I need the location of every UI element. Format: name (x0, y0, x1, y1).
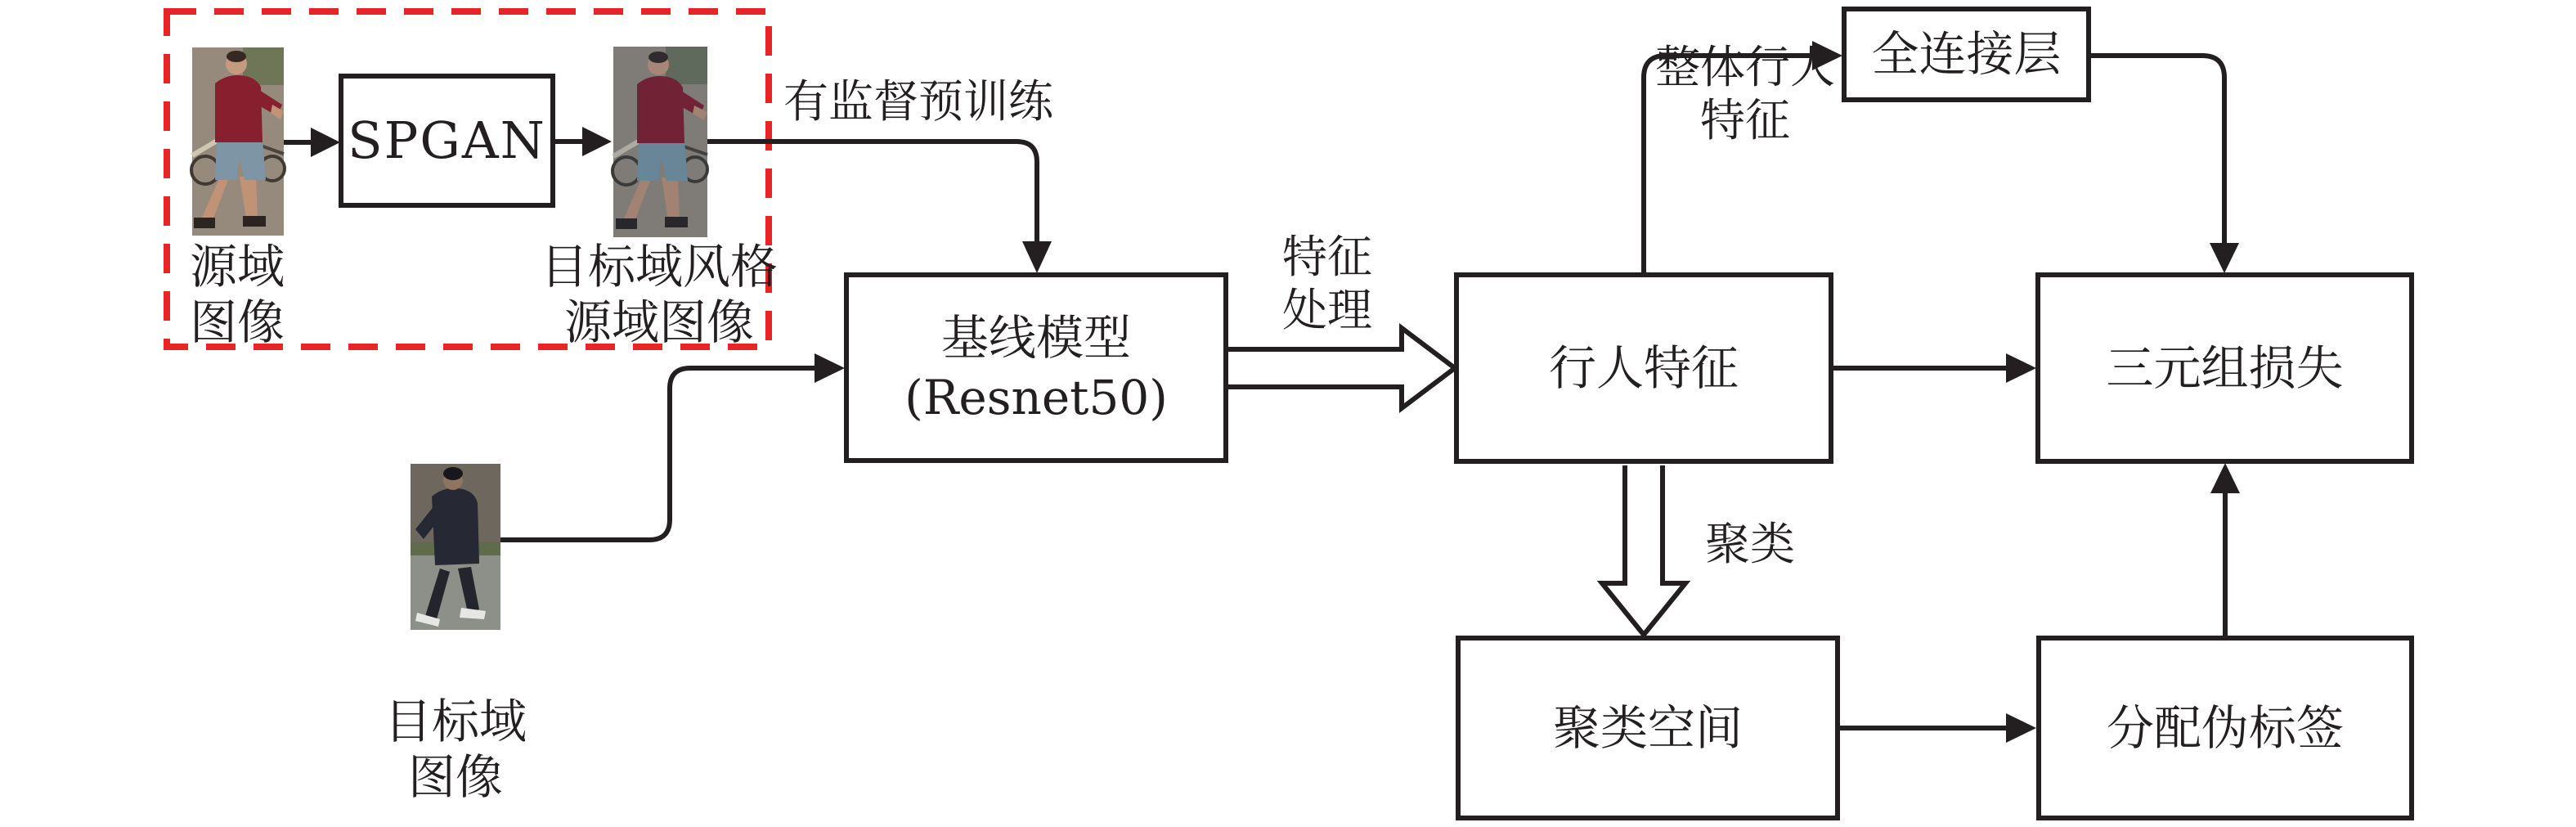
feature-processing-label (1258, 231, 1397, 337)
translated-person-image (613, 47, 707, 237)
translated-image-caption (523, 239, 795, 351)
source-person-image (191, 47, 285, 236)
arrow-pseudo-to-triplet (2210, 463, 2240, 636)
holistic-pedestrian-feature-label-line2: 特征 (1699, 93, 1790, 146)
baseline-model-label-line2: (Resnet50) (904, 369, 1168, 425)
hollow-arrow-feature-processing (1228, 328, 1455, 408)
pedestrian-feature-label: 行人特征 (1548, 339, 1739, 396)
pseudo-label-box (2036, 636, 2414, 820)
pedestrian-feature-box (1454, 272, 1833, 464)
feature-processing-label-line1: 特征 (1281, 231, 1372, 283)
arrow-fc-to-triplet (2091, 56, 2239, 273)
arrow-spgan-to-translated (555, 127, 612, 156)
target-image-caption-line1: 目标域 (384, 694, 527, 749)
translated-image-caption-line1: 目标域风格 (540, 239, 778, 294)
supervised-pretraining-label: 有监督预训练 (783, 75, 1054, 128)
triplet-loss-box (2035, 272, 2414, 464)
target-image-caption-line2: 图像 (407, 749, 503, 806)
cluster-space-box (1456, 636, 1840, 820)
arrow-feature-to-triplet (1833, 353, 2036, 383)
spgan-box (339, 74, 555, 208)
cluster-space-label: 聚类空间 (1552, 699, 1743, 756)
baseline-model-label-line1: 基线模型 (940, 310, 1131, 366)
arrow-source-to-spgan (284, 128, 340, 157)
fc-layer-label: 全连接层 (1871, 26, 2062, 83)
pseudo-label-label: 分配伪标签 (2106, 699, 2344, 756)
holistic-pedestrian-feature-label (1650, 41, 1840, 147)
source-image-caption-line2: 图像 (189, 294, 285, 351)
source-image-caption (147, 239, 327, 351)
arrow-target-to-baseline (500, 353, 845, 540)
clustering-label: 聚类 (1705, 518, 1796, 570)
holistic-pedestrian-feature-label-line1: 整体行人 (1654, 41, 1835, 93)
arrow-cluster-to-pseudo (1840, 713, 2036, 743)
target-image-caption (366, 694, 545, 806)
translated-image-caption-line2: 源域图像 (563, 294, 754, 351)
triplet-loss-label: 三元组损失 (2106, 339, 2344, 396)
source-image-caption-line1: 源域 (189, 239, 285, 294)
baseline-model-box (844, 272, 1228, 463)
hollow-arrow-clustering (1602, 465, 1685, 635)
feature-processing-label-line2: 处理 (1281, 283, 1372, 336)
spgan-label: SPGAN (348, 110, 546, 171)
fc-layer-box (1842, 7, 2091, 102)
target-person-image (411, 464, 500, 630)
